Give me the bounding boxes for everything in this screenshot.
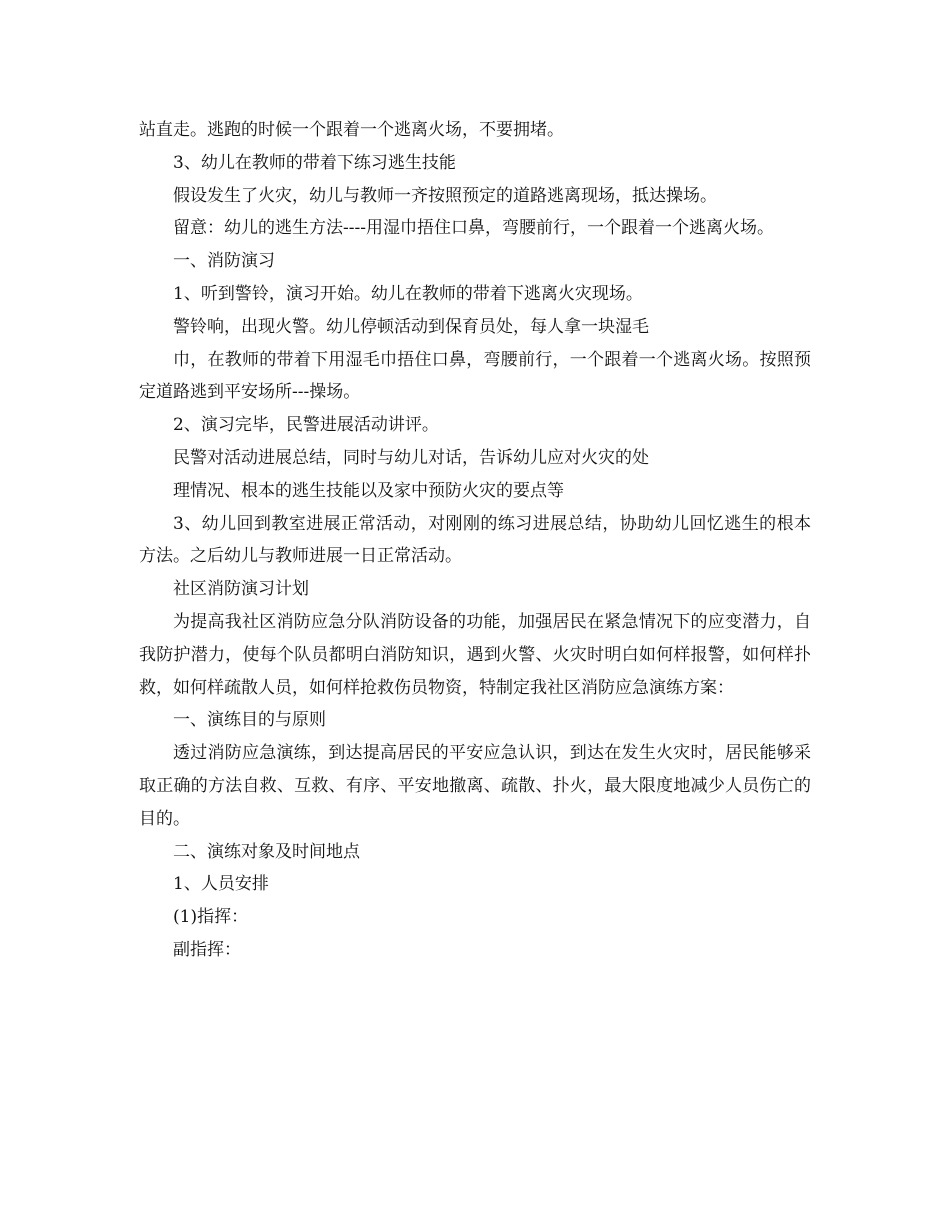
- paragraph: 假设发生了火灾，幼儿与教师一齐按照预定的道路逃离现场，抵达操场。: [173, 185, 717, 206]
- section-heading: 一、演练目的与原则: [173, 710, 326, 731]
- paragraph: 3、幼儿回到教室进展正常活动，对刚刚的练习进展总结，协助幼儿回忆逃生的根本方法。之后幼儿与教师进展一日正常活动。: [139, 513, 811, 567]
- paragraph: 为提高我社区消防应急分队消防设备的功能，加强居民在紧急情况下的应变潜力，自我防护潜力，使每个队员都明白消防知识，遇到火警、火灾时明白如何样报警，如何样扑救，如何样疏散人员，如何样抢救伤员物资，特制定我社区消防应急演练方案：: [139, 611, 811, 698]
- paragraph: 透过消防应急演练，到达提高居民的平安应急认识，到达在发生火灾时，居民能够采取正确的方法自救、互救、有序、平安地撤离、疏散、扑火，最大限度地减少人员伤亡的目的。: [139, 743, 811, 829]
- paragraph: 1、人员安排: [173, 874, 269, 895]
- paragraph: 1、听到警铃，演习开始。幼儿在教师的带着下逃离火灾现场。: [173, 283, 643, 304]
- paragraph-continuation: 站直走。逃跑的时候一个跟着一个逃离火场，不要拥堵。: [139, 120, 564, 140]
- section-title: 社区消防演习计划: [173, 579, 309, 600]
- document-page: [139, 114, 811, 967]
- paragraph: 警铃响，出现火警。幼儿停顿活动到保育员处，每人拿一块湿毛: [173, 316, 649, 337]
- paragraph: 留意：幼儿的逃生方法----用湿巾捂住口鼻，弯腰前行，一个跟着一个逃离火场。: [173, 218, 774, 239]
- paragraph: 2、演习完毕，民警进展活动讲评。: [173, 415, 439, 436]
- paragraph: 民警对活动进展总结，同时与幼儿对话，告诉幼儿应对火灾的处: [173, 447, 649, 468]
- section-heading: 一、消防演习: [173, 251, 275, 272]
- paragraph: 巾，在教师的带着下用湿毛巾捂住口鼻，弯腰前行，一个跟着一个逃离火场。按照预定道路逃到平安场所---操场。: [139, 349, 811, 403]
- paragraph: 理情况、根本的逃生技能以及家中预防火灾的要点等: [173, 480, 564, 501]
- paragraph: (1)指挥：: [173, 907, 249, 928]
- section-heading: 二、演练对象及时间地点: [173, 841, 360, 862]
- paragraph: 3、幼儿在教师的带着下练习逃生技能: [173, 152, 456, 173]
- paragraph: 副指挥：: [173, 939, 241, 960]
